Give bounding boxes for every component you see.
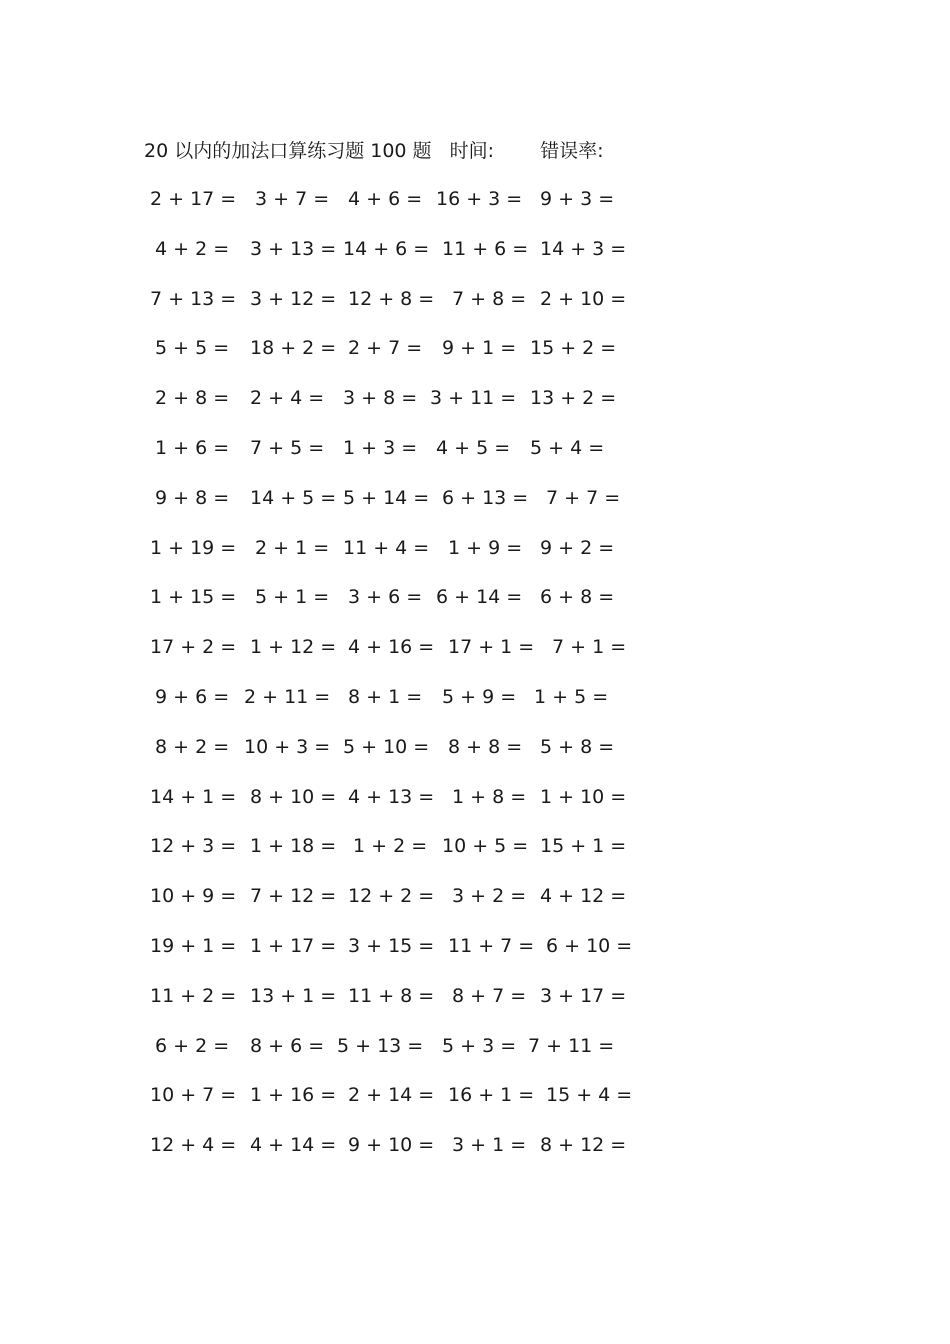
addition-problem: 14 + 3 = bbox=[540, 237, 627, 260]
addition-problem: 5 + 14 = bbox=[343, 486, 430, 509]
addition-problem: 17 + 1 = bbox=[448, 636, 535, 659]
problem-row bbox=[140, 732, 640, 782]
addition-problem: 18 + 2 = bbox=[250, 337, 337, 360]
addition-problem: 11 + 6 = bbox=[442, 237, 529, 260]
addition-problem: 9 + 3 = bbox=[540, 188, 615, 210]
addition-problem: 9 + 10 = bbox=[348, 1134, 435, 1157]
addition-problem: 7 + 11 = bbox=[528, 1034, 615, 1057]
problem-row bbox=[140, 433, 640, 483]
addition-problem: 7 + 8 = bbox=[452, 287, 527, 310]
addition-problem: 9 + 6 = bbox=[155, 685, 230, 708]
addition-problem: 10 + 7 = bbox=[150, 1084, 237, 1107]
addition-problem: 7 + 12 = bbox=[250, 885, 337, 908]
addition-problem: 7 + 7 = bbox=[546, 486, 621, 509]
worksheet-title: 20 以内的加法口算练习题 100 题 bbox=[144, 140, 432, 162]
addition-problem: 8 + 2 = bbox=[155, 735, 230, 758]
error-rate-label: 错误率: bbox=[540, 140, 604, 162]
problem-row bbox=[140, 682, 640, 732]
addition-problem: 16 + 1 = bbox=[448, 1084, 535, 1107]
addition-problem: 19 + 1 = bbox=[150, 934, 237, 957]
addition-problem: 8 + 1 = bbox=[348, 685, 423, 708]
problem-row bbox=[140, 533, 640, 583]
addition-problem: 7 + 13 = bbox=[150, 287, 237, 310]
addition-problem: 1 + 2 = bbox=[353, 835, 428, 858]
addition-problem: 10 + 5 = bbox=[442, 835, 529, 858]
problem-row bbox=[140, 1080, 640, 1130]
addition-problem: 14 + 5 = bbox=[250, 486, 337, 509]
addition-problem: 5 + 3 = bbox=[442, 1034, 517, 1057]
addition-problem: 1 + 3 = bbox=[343, 436, 418, 459]
addition-problem: 1 + 12 = bbox=[250, 636, 337, 659]
addition-problem: 5 + 10 = bbox=[343, 735, 430, 758]
worksheet-header bbox=[144, 136, 603, 166]
addition-problem: 17 + 2 = bbox=[150, 636, 237, 659]
addition-problem: 11 + 8 = bbox=[348, 984, 435, 1007]
addition-problem: 6 + 8 = bbox=[540, 586, 615, 609]
addition-problem: 12 + 3 = bbox=[150, 835, 237, 858]
addition-problem: 8 + 8 = bbox=[448, 735, 523, 758]
addition-problem: 16 + 3 = bbox=[436, 188, 523, 210]
addition-problem: 11 + 2 = bbox=[150, 984, 237, 1007]
problem-row bbox=[140, 831, 640, 881]
problem-row bbox=[140, 483, 640, 533]
addition-problem: 15 + 4 = bbox=[546, 1084, 633, 1107]
problem-row bbox=[140, 184, 640, 234]
addition-problem: 1 + 18 = bbox=[250, 835, 337, 858]
addition-problem: 8 + 6 = bbox=[250, 1034, 325, 1057]
addition-problem: 3 + 6 = bbox=[348, 586, 423, 609]
addition-problem: 11 + 7 = bbox=[448, 934, 535, 957]
addition-problem: 3 + 13 = bbox=[250, 237, 337, 260]
addition-problem: 13 + 2 = bbox=[530, 387, 617, 410]
addition-problem: 3 + 2 = bbox=[452, 885, 527, 908]
addition-problem: 1 + 9 = bbox=[448, 536, 523, 559]
addition-problem: 8 + 10 = bbox=[250, 785, 337, 808]
addition-problem: 9 + 1 = bbox=[442, 337, 517, 360]
problem-row bbox=[140, 582, 640, 632]
problem-grid bbox=[140, 184, 640, 1180]
problem-row bbox=[140, 632, 640, 682]
addition-problem: 2 + 14 = bbox=[348, 1084, 435, 1107]
addition-problem: 3 + 1 = bbox=[452, 1134, 527, 1157]
addition-problem: 5 + 5 = bbox=[155, 337, 230, 360]
problem-row bbox=[140, 881, 640, 931]
addition-problem: 3 + 7 = bbox=[255, 188, 330, 210]
problem-row bbox=[140, 234, 640, 284]
addition-problem: 7 + 1 = bbox=[552, 636, 627, 659]
addition-problem: 12 + 4 = bbox=[150, 1134, 237, 1157]
addition-problem: 2 + 11 = bbox=[244, 685, 331, 708]
addition-problem: 4 + 2 = bbox=[155, 237, 230, 260]
problem-row bbox=[140, 333, 640, 383]
addition-problem: 5 + 4 = bbox=[530, 436, 605, 459]
addition-problem: 12 + 8 = bbox=[348, 287, 435, 310]
addition-problem: 4 + 14 = bbox=[250, 1134, 337, 1157]
addition-problem: 6 + 14 = bbox=[436, 586, 523, 609]
addition-problem: 3 + 11 = bbox=[430, 387, 517, 410]
addition-problem: 9 + 8 = bbox=[155, 486, 230, 509]
addition-problem: 2 + 10 = bbox=[540, 287, 627, 310]
addition-problem: 14 + 6 = bbox=[343, 237, 430, 260]
problem-row bbox=[140, 1031, 640, 1081]
addition-problem: 14 + 1 = bbox=[150, 785, 237, 808]
problem-row bbox=[140, 383, 640, 433]
addition-problem: 2 + 4 = bbox=[250, 387, 325, 410]
problem-row bbox=[140, 284, 640, 334]
addition-problem: 3 + 15 = bbox=[348, 934, 435, 957]
addition-problem: 1 + 19 = bbox=[150, 536, 237, 559]
addition-problem: 15 + 2 = bbox=[530, 337, 617, 360]
addition-problem: 4 + 12 = bbox=[540, 885, 627, 908]
addition-problem: 2 + 17 = bbox=[150, 188, 237, 210]
addition-problem: 11 + 4 = bbox=[343, 536, 430, 559]
addition-problem: 10 + 9 = bbox=[150, 885, 237, 908]
addition-problem: 4 + 16 = bbox=[348, 636, 435, 659]
addition-problem: 1 + 15 = bbox=[150, 586, 237, 609]
addition-problem: 3 + 12 = bbox=[250, 287, 337, 310]
addition-problem: 8 + 12 = bbox=[540, 1134, 627, 1157]
addition-problem: 2 + 8 = bbox=[155, 387, 230, 410]
addition-problem: 12 + 2 = bbox=[348, 885, 435, 908]
problem-row bbox=[140, 981, 640, 1031]
addition-problem: 1 + 5 = bbox=[534, 685, 609, 708]
addition-problem: 2 + 1 = bbox=[255, 536, 330, 559]
problem-row bbox=[140, 782, 640, 832]
addition-problem: 3 + 17 = bbox=[540, 984, 627, 1007]
addition-problem: 13 + 1 = bbox=[250, 984, 337, 1007]
addition-problem: 1 + 10 = bbox=[540, 785, 627, 808]
addition-problem: 8 + 7 = bbox=[452, 984, 527, 1007]
addition-problem: 1 + 17 = bbox=[250, 934, 337, 957]
addition-problem: 6 + 13 = bbox=[442, 486, 529, 509]
addition-problem: 4 + 6 = bbox=[348, 188, 423, 210]
addition-problem: 1 + 16 = bbox=[250, 1084, 337, 1107]
addition-problem: 5 + 1 = bbox=[255, 586, 330, 609]
addition-problem: 5 + 9 = bbox=[442, 685, 517, 708]
addition-problem: 5 + 8 = bbox=[540, 735, 615, 758]
addition-problem: 10 + 3 = bbox=[244, 735, 331, 758]
addition-problem: 6 + 2 = bbox=[155, 1034, 230, 1057]
time-label: 时间: bbox=[449, 140, 495, 162]
addition-problem: 15 + 1 = bbox=[540, 835, 627, 858]
problem-row bbox=[140, 1130, 640, 1180]
addition-problem: 7 + 5 = bbox=[250, 436, 325, 459]
addition-problem: 6 + 10 = bbox=[546, 934, 633, 957]
addition-problem: 2 + 7 = bbox=[348, 337, 423, 360]
addition-problem: 3 + 8 = bbox=[343, 387, 418, 410]
addition-problem: 4 + 13 = bbox=[348, 785, 435, 808]
problem-row bbox=[140, 931, 640, 981]
addition-problem: 1 + 6 = bbox=[155, 436, 230, 459]
addition-problem: 5 + 13 = bbox=[337, 1034, 424, 1057]
addition-problem: 4 + 5 = bbox=[436, 436, 511, 459]
addition-problem: 1 + 8 = bbox=[452, 785, 527, 808]
addition-problem: 9 + 2 = bbox=[540, 536, 615, 559]
